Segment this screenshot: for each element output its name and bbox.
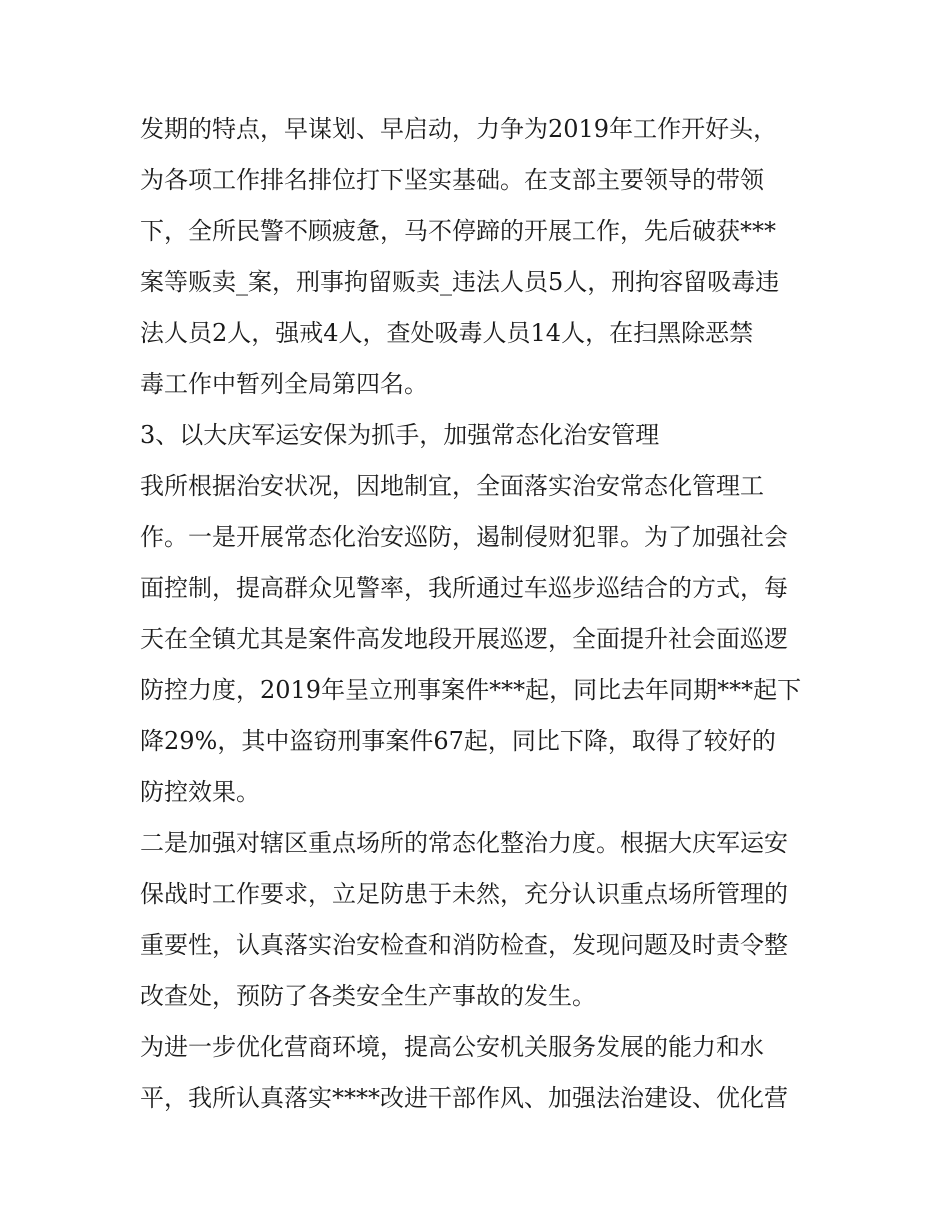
text-line: 天在全镇尤其是案件高发地段开展巡逻，全面提升社会面巡逻 bbox=[140, 625, 788, 653]
text-line: 案等贩卖_案，刑事拘留贩卖_违法人员5人，刑拘容留吸毒违 bbox=[140, 268, 780, 296]
text-line: 毒工作中暂列全局第四名。 bbox=[140, 370, 428, 398]
text-line: 二是加强对辖区重点场所的常态化整治力度。根据大庆军运安 bbox=[140, 829, 788, 857]
text-line: 降29%，其中盗窃刑事案件67起，同比下降，取得了较好的 bbox=[140, 727, 776, 755]
text-line: 面控制，提高群众见警率，我所通过车巡步巡结合的方式，每 bbox=[140, 574, 788, 602]
text-line: 法人员2人，强戒4人，查处吸毒人员14人，在扫黑除恶禁 bbox=[140, 319, 754, 347]
text-line: 平，我所认真落实****改进干部作风、加强法治建设、优化营 bbox=[140, 1084, 788, 1112]
text-line: 为进一步优化营商环境，提高公安机关服务发展的能力和水 bbox=[140, 1033, 764, 1061]
text-line: 作。一是开展常态化治安巡防，遏制侵财犯罪。为了加强社会 bbox=[140, 523, 788, 551]
text-line: 我所根据治安状况，因地制宜，全面落实治安常态化管理工 bbox=[140, 472, 764, 500]
text-line: 发期的特点，早谋划、早启动，力争为2019年工作开好头， bbox=[140, 115, 778, 143]
text-line: 重要性，认真落实治安检查和消防检查，发现问题及时责令整 bbox=[140, 931, 788, 959]
text-line: 防控效果。 bbox=[140, 778, 260, 806]
text-line: 为各项工作排名排位打下坚实基础。在支部主要领导的带领 bbox=[140, 166, 764, 194]
text-line: 保战时工作要求，立足防患于未然，充分认识重点场所管理的 bbox=[140, 880, 788, 908]
section-heading: 3、以大庆军运安保为抓手，加强常态化治安管理 bbox=[140, 421, 660, 449]
text-line: 防控力度，2019年呈立刑事案件***起，同比去年同期***起下 bbox=[140, 676, 802, 704]
text-line: 下，全所民警不顾疲惫，马不停蹄的开展工作，先后破获*** bbox=[140, 217, 776, 245]
document-body bbox=[140, 104, 820, 1124]
text-line: 改查处，预防了各类安全生产事故的发生。 bbox=[140, 982, 596, 1010]
